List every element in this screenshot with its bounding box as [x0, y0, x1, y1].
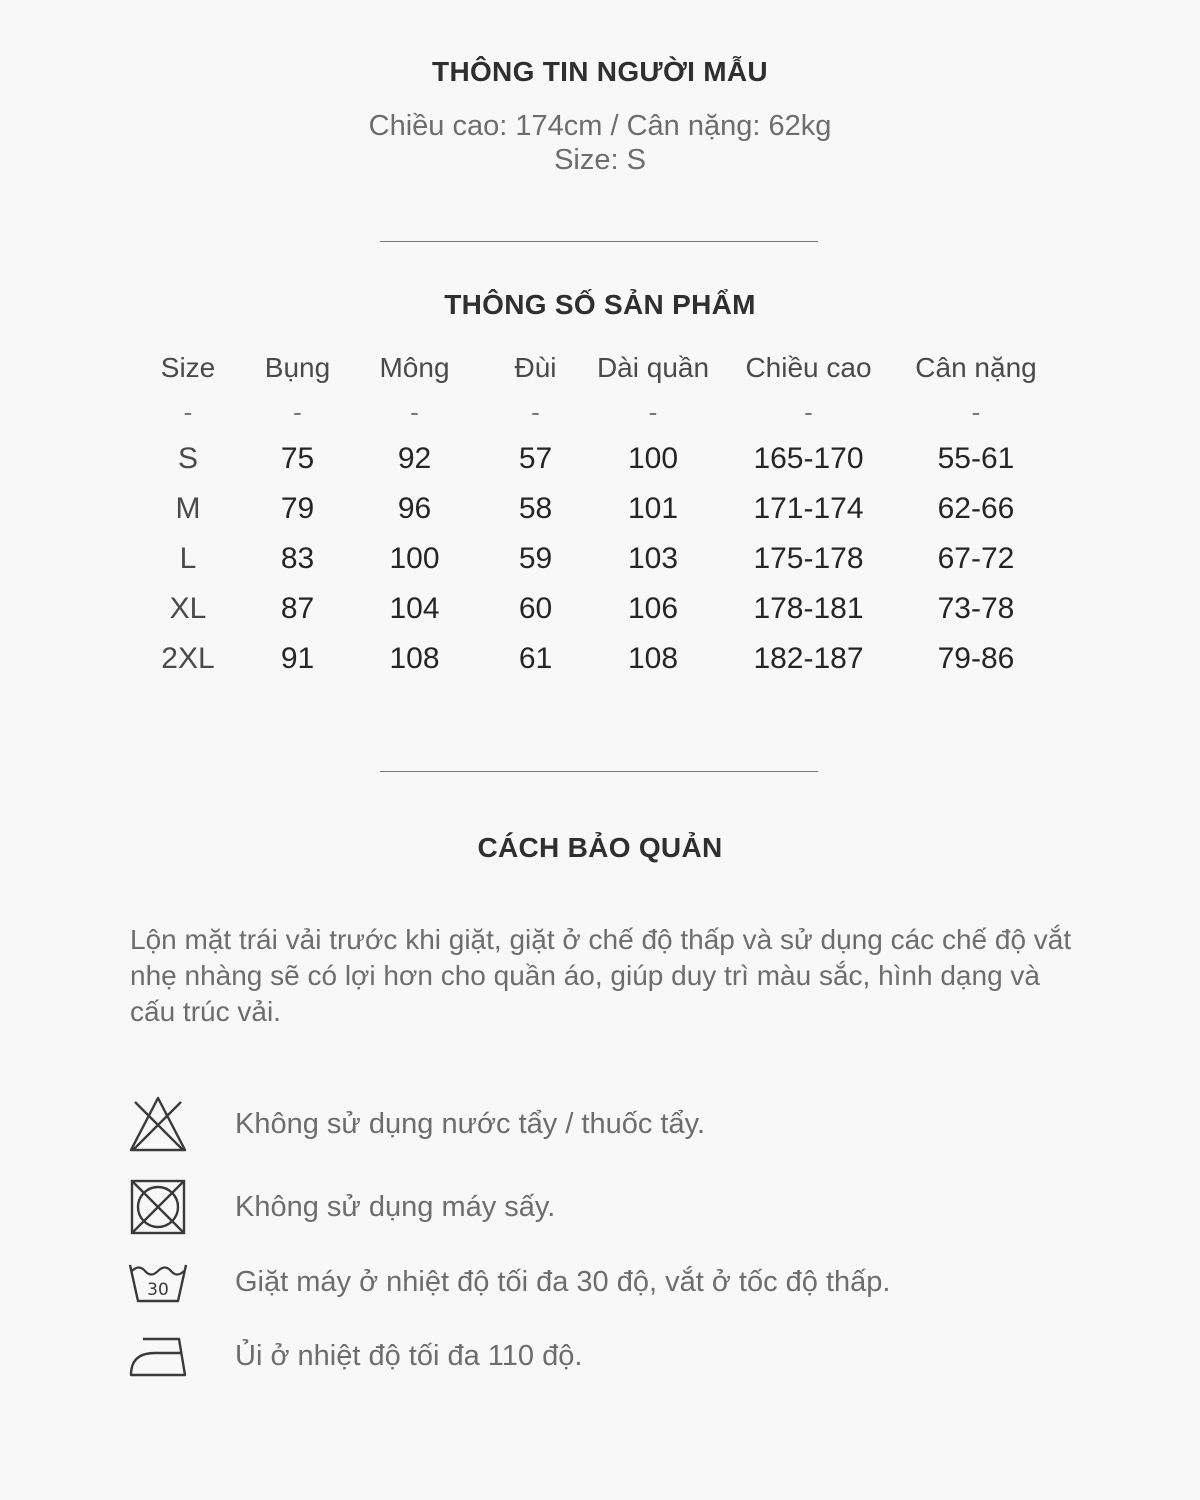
- table-cell: 100: [389, 542, 440, 575]
- iron-icon: [126, 1324, 190, 1388]
- table-cell: 55-61: [937, 442, 1015, 475]
- table-cell: 61: [518, 642, 553, 675]
- table-cell: 106: [627, 592, 679, 625]
- unit-cell: -: [648, 396, 658, 427]
- header-waist: Bụng: [264, 352, 331, 383]
- model-measurements: Chiều cao: 174cm / Cân nặng: 62kg: [368, 110, 832, 142]
- header-size: Size: [160, 352, 216, 383]
- care-text: Giặt máy ở nhiệt độ tối đa 30 độ, vắt ở tốc độ thấp.: [235, 1265, 891, 1298]
- care-intro: Lộn mặt trái vải trước khi giặt, giặt ở chế độ thấp và sử dụng các chế độ vắt nhẹ nhàng sẽ có lợi hơn cho quần áo, giúp duy trì màu sắc, hình dạng và cấu trúc vải.: [130, 924, 1072, 1027]
- table-cell: 96: [397, 492, 432, 525]
- table-cell: 175-178: [753, 542, 864, 575]
- table-cell: 178-181: [753, 592, 864, 625]
- size-label: XL: [169, 592, 207, 625]
- table-cell: 91: [280, 642, 315, 675]
- table-cell: 171-174: [753, 492, 864, 525]
- model-info-title: THÔNG TIN NGƯỜI MẪU: [432, 56, 768, 87]
- table-cell: 79-86: [937, 642, 1015, 675]
- care-text: Không sử dụng máy sấy.: [235, 1190, 556, 1223]
- care-item: [126, 1250, 1126, 1314]
- no-tumble-dry-icon: [126, 1175, 190, 1239]
- unit-row: [130, 390, 1050, 434]
- wash-30-icon: [126, 1250, 190, 1314]
- table-cell: 165-170: [753, 442, 864, 475]
- table-cell: 104: [389, 592, 440, 625]
- care-item: [126, 1175, 1126, 1239]
- table-row: [130, 484, 1050, 534]
- table-cell: 58: [518, 492, 553, 525]
- unit-cell: -: [971, 396, 981, 427]
- table-cell: 100: [627, 442, 679, 475]
- table-row: [130, 434, 1050, 484]
- table-cell: 62-66: [937, 492, 1015, 525]
- unit-cell: -: [183, 396, 193, 427]
- size-label: 2XL: [161, 642, 215, 675]
- header-weight: Cân nặng: [915, 352, 1037, 383]
- unit-cell: -: [531, 396, 540, 427]
- table-row: [130, 634, 1050, 684]
- table-cell: 59: [518, 542, 553, 575]
- care-text: Không sử dụng nước tẩy / thuốc tẩy.: [235, 1107, 706, 1140]
- table-cell: 79: [280, 492, 315, 525]
- header-hip: Mông: [379, 352, 450, 383]
- table-cell: 108: [627, 642, 679, 675]
- care-text: Ủi ở nhiệt độ tối đa 110 độ.: [235, 1339, 583, 1372]
- table-cell: 75: [280, 442, 315, 475]
- table-cell: 182-187: [753, 642, 864, 675]
- table-cell: 87: [280, 592, 315, 625]
- size-label: M: [175, 492, 201, 525]
- table-cell: 67-72: [937, 542, 1015, 575]
- divider: [380, 771, 818, 772]
- size-label: L: [179, 542, 197, 575]
- size-table: [130, 346, 1050, 684]
- table-cell: 101: [627, 492, 679, 525]
- table-cell: 60: [518, 592, 553, 625]
- header-length: Dài quần: [596, 352, 710, 383]
- care-title: CÁCH BẢO QUẢN: [477, 832, 723, 863]
- unit-cell: -: [804, 396, 813, 427]
- table-cell: 108: [389, 642, 440, 675]
- table-row: [130, 534, 1050, 584]
- table-cell: 83: [280, 542, 315, 575]
- table-cell: 103: [627, 542, 679, 575]
- header-thigh: Đùi: [514, 352, 557, 383]
- table-header-row: [130, 346, 1050, 390]
- product-specs-title: THÔNG SỐ SẢN PHẨM: [444, 289, 756, 320]
- unit-cell: -: [293, 396, 302, 427]
- table-cell: 92: [397, 442, 432, 475]
- header-height: Chiều cao: [745, 352, 872, 383]
- size-label: S: [177, 442, 198, 475]
- table-row: [130, 584, 1050, 634]
- no-bleach-icon: [126, 1092, 190, 1156]
- table-cell: 57: [518, 442, 553, 475]
- divider: [380, 241, 818, 242]
- wash-temperature: 30: [147, 1280, 169, 1300]
- model-size: Size: S: [554, 144, 646, 176]
- table-cell: 73-78: [937, 592, 1015, 625]
- care-item: [126, 1092, 1126, 1156]
- unit-cell: -: [410, 396, 419, 427]
- care-item: [126, 1324, 1126, 1388]
